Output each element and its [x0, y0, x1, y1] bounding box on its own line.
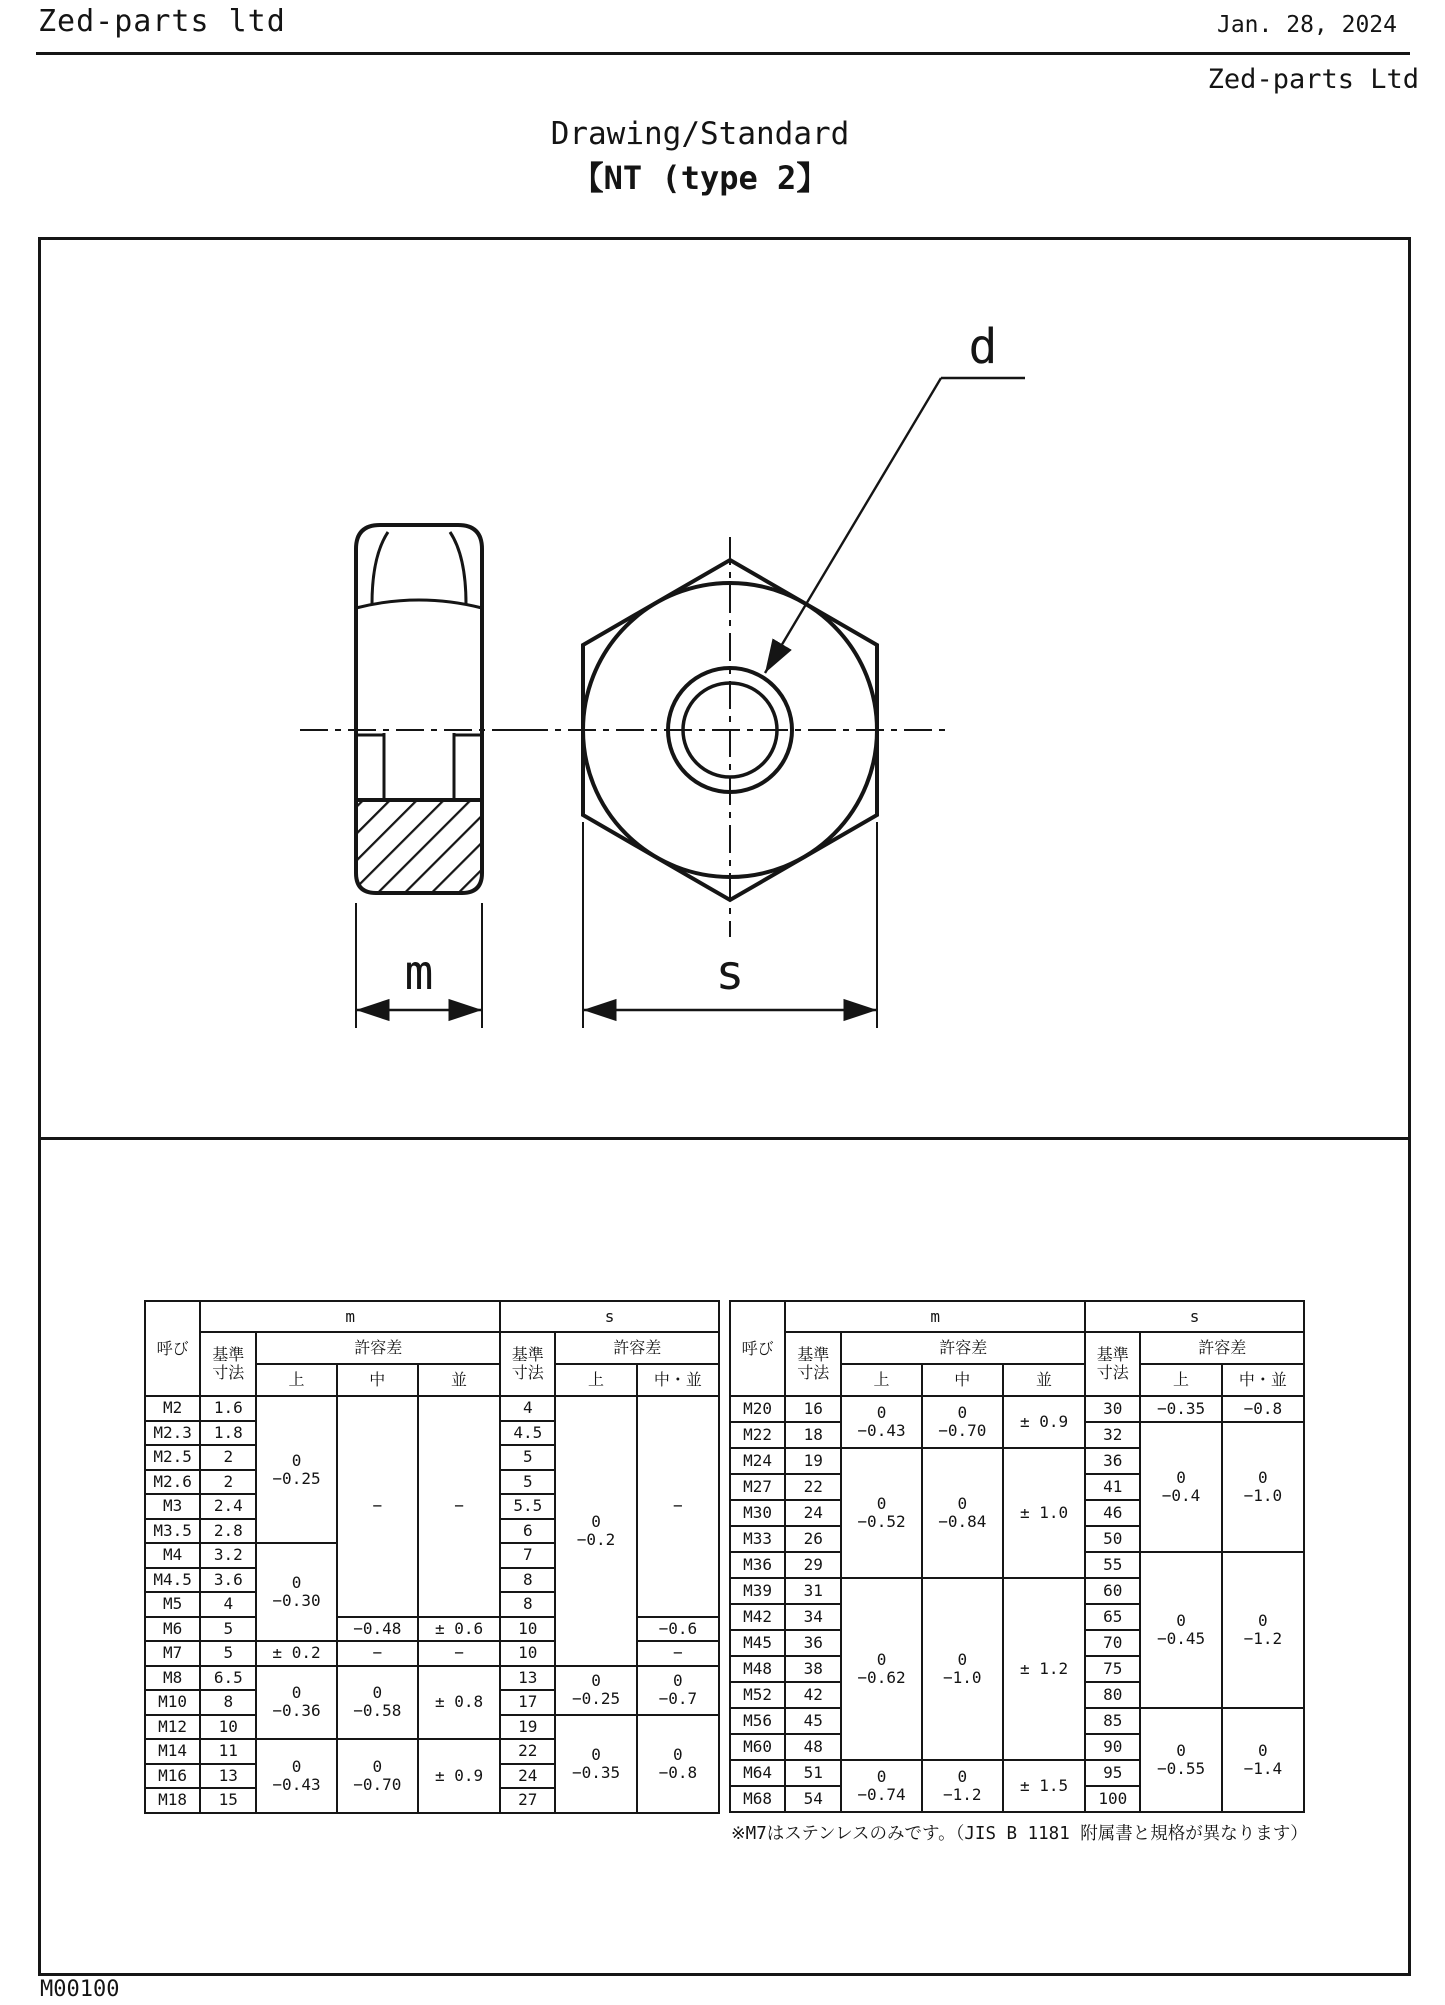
tolerance-cell-s-mid-nami: 0 −1.0 [1222, 1422, 1304, 1552]
tolerance-cell-s-mid-nami: − [637, 1641, 719, 1666]
tolerance-cell-s-upper: −0.35 [1140, 1396, 1221, 1422]
size-name-cell: M45 [730, 1630, 785, 1656]
size-name-cell: M68 [730, 1786, 785, 1812]
size-name-cell: M3 [145, 1494, 200, 1519]
m-base-dim-cell: 5 [200, 1617, 256, 1642]
tolerance-cell-s-upper: 0 −0.2 [555, 1396, 636, 1666]
m-dimension-label: m [404, 945, 434, 1001]
tolerance-cell-s-upper: 0 −0.35 [555, 1715, 636, 1813]
tolerance-cell-m-middle: 0 −1.0 [922, 1578, 1003, 1760]
size-name-cell: M64 [730, 1760, 785, 1786]
col-header-middle: 中 [922, 1364, 1003, 1396]
m-base-dim-cell: 2 [200, 1445, 256, 1470]
m-base-dim-cell: 5 [200, 1641, 256, 1666]
header-row [145, 1332, 719, 1364]
tolerance-cell-s-upper: 0 −0.25 [555, 1666, 636, 1715]
s-base-dim-cell: 41 [1085, 1474, 1140, 1500]
m-base-dim-cell: 11 [200, 1739, 256, 1764]
m-base-dim-cell: 2 [200, 1470, 256, 1495]
col-header-mid-nami: 中・並 [637, 1364, 719, 1396]
col-header-name: 呼び [145, 1301, 200, 1396]
size-name-cell: M6 [145, 1617, 200, 1642]
s-base-dim-cell: 30 [1085, 1396, 1140, 1422]
company-header: Zed-parts ltd [38, 4, 286, 39]
tolerance-cell-s-upper: 0 −0.45 [1140, 1552, 1221, 1708]
m-base-dim-cell: 48 [785, 1734, 841, 1760]
m-base-dim-cell: 31 [785, 1578, 841, 1604]
size-name-cell: M4 [145, 1543, 200, 1568]
m-base-dim-cell: 2.8 [200, 1519, 256, 1544]
size-name-cell: M18 [145, 1788, 200, 1813]
tolerance-cell-s-upper: 0 −0.55 [1140, 1708, 1221, 1812]
col-header-nami: 並 [1003, 1364, 1085, 1396]
col-header-upper: 上 [1140, 1364, 1221, 1396]
nut-side-view [300, 525, 540, 1028]
tolerance-cell-m-middle: 0 −0.84 [922, 1448, 1003, 1578]
size-name-cell: M14 [145, 1739, 200, 1764]
tolerance-cell-m-middle: − [337, 1396, 418, 1617]
s-base-dim-cell: 4.5 [500, 1421, 555, 1446]
size-name-cell: M36 [730, 1552, 785, 1578]
s-base-dim-cell: 17 [500, 1690, 555, 1715]
s-base-dim-cell: 22 [500, 1739, 555, 1764]
size-name-cell: M7 [145, 1641, 200, 1666]
size-name-cell: M4.5 [145, 1568, 200, 1593]
tolerance-cell-m-upper: 0 −0.25 [256, 1396, 336, 1543]
m-base-dim-cell: 42 [785, 1682, 841, 1708]
document-code: M00100 [40, 1977, 120, 2002]
col-header-s-base: 基準 寸法 [1085, 1332, 1140, 1396]
tolerance-cell-m-upper: 0 −0.36 [256, 1666, 336, 1740]
tolerance-cell-s-mid-nami: −0.6 [637, 1617, 719, 1642]
s-base-dim-cell: 75 [1085, 1656, 1140, 1682]
col-header-upper: 上 [256, 1364, 336, 1396]
spec-row-M8 [145, 1666, 719, 1691]
m-base-dim-cell: 6.5 [200, 1666, 256, 1691]
m-base-dim-cell: 54 [785, 1786, 841, 1812]
s-base-dim-cell: 55 [1085, 1552, 1140, 1578]
tolerance-cell-m-nami: ± 1.2 [1003, 1578, 1085, 1760]
m-base-dim-cell: 38 [785, 1656, 841, 1682]
tolerance-cell-s-mid-nami: 0 −0.8 [637, 1715, 719, 1813]
header-row [145, 1301, 719, 1332]
table-footnote: ※M7はステンレスのみです。（JIS B 1181 附属書と規格が異なります） [731, 1824, 1308, 1844]
m-base-dim-cell: 22 [785, 1474, 841, 1500]
m-base-dim-cell: 2.4 [200, 1494, 256, 1519]
company-name-right: Zed-parts Ltd [1207, 64, 1419, 95]
m-base-dim-cell: 10 [200, 1715, 256, 1740]
col-header-m-tolerance: 許容差 [841, 1332, 1085, 1364]
tolerance-cell-s-mid-nami: 0 −0.7 [637, 1666, 719, 1715]
size-name-cell: M42 [730, 1604, 785, 1630]
col-header-m-tolerance: 許容差 [256, 1332, 500, 1364]
d-dimension-label: d [968, 319, 998, 375]
m-base-dim-cell: 36 [785, 1630, 841, 1656]
size-name-cell: M12 [145, 1715, 200, 1740]
col-header-middle: 中 [337, 1364, 418, 1396]
tolerance-cell-m-upper: 0 −0.62 [841, 1578, 921, 1760]
s-base-dim-cell: 6 [500, 1519, 555, 1544]
dimension-table-left [144, 1300, 720, 1814]
s-base-dim-cell: 24 [500, 1764, 555, 1789]
size-name-cell: M27 [730, 1474, 785, 1500]
s-base-dim-cell: 80 [1085, 1682, 1140, 1708]
tolerance-cell-s-mid-nami: 0 −1.2 [1222, 1552, 1304, 1708]
s-base-dim-cell: 10 [500, 1617, 555, 1642]
tolerance-cell-m-upper: 0 −0.74 [841, 1760, 921, 1812]
size-name-cell: M33 [730, 1526, 785, 1552]
tolerance-cell-m-middle: −0.48 [337, 1617, 418, 1642]
tolerance-cell-m-upper: 0 −0.52 [841, 1448, 921, 1578]
s-base-dim-cell: 95 [1085, 1760, 1140, 1786]
col-header-m-base: 基準 寸法 [200, 1332, 256, 1396]
tolerance-cell-m-middle: 0 −0.70 [337, 1739, 418, 1813]
hex-nut-drawing [38, 237, 1408, 1138]
col-header-s: s [1085, 1301, 1304, 1332]
size-name-cell: M24 [730, 1448, 785, 1474]
m-base-dim-cell: 3.2 [200, 1543, 256, 1568]
m-base-dim-cell: 29 [785, 1552, 841, 1578]
m-base-dim-cell: 18 [785, 1422, 841, 1448]
col-header-m: m [785, 1301, 1085, 1332]
size-name-cell: M30 [730, 1500, 785, 1526]
tolerance-cell-m-middle: 0 −0.58 [337, 1666, 418, 1740]
size-name-cell: M39 [730, 1578, 785, 1604]
m-base-dim-cell: 1.6 [200, 1396, 256, 1421]
tolerance-cell-m-nami: ± 1.0 [1003, 1448, 1085, 1578]
s-base-dim-cell: 5.5 [500, 1494, 555, 1519]
chamfer-cone-left [372, 532, 388, 604]
size-name-cell: M20 [730, 1396, 785, 1422]
m-base-dim-cell: 1.8 [200, 1421, 256, 1446]
chamfer-face-line [356, 600, 482, 608]
col-header-s-base: 基準 寸法 [500, 1332, 555, 1396]
tolerance-cell-m-middle: 0 −1.2 [922, 1760, 1003, 1812]
s-base-dim-cell: 27 [500, 1788, 555, 1813]
m-base-dim-cell: 15 [200, 1788, 256, 1813]
tolerance-cell-m-nami: ± 0.9 [418, 1739, 500, 1813]
d-leader-line [765, 378, 941, 673]
s-base-dim-cell: 65 [1085, 1604, 1140, 1630]
col-header-s-tolerance: 許容差 [1140, 1332, 1304, 1364]
m-base-dim-cell: 26 [785, 1526, 841, 1552]
col-header-mid-nami: 中・並 [1222, 1364, 1304, 1396]
document-type-title: Drawing/Standard [550, 116, 850, 152]
s-base-dim-cell: 32 [1085, 1422, 1140, 1448]
s-base-dim-cell: 50 [1085, 1526, 1140, 1552]
s-base-dim-cell: 100 [1085, 1786, 1140, 1812]
size-name-cell: M8 [145, 1666, 200, 1691]
tolerance-cell-m-upper: ± 0.2 [256, 1641, 336, 1666]
col-header-m-base: 基準 寸法 [785, 1332, 841, 1396]
dimension-table-right [729, 1300, 1305, 1813]
s-base-dim-cell: 5 [500, 1470, 555, 1495]
tolerance-cell-m-middle: − [337, 1641, 418, 1666]
tolerance-cell-m-nami: ± 1.5 [1003, 1760, 1085, 1812]
size-name-cell: M5 [145, 1592, 200, 1617]
m-base-dim-cell: 19 [785, 1448, 841, 1474]
size-name-cell: M60 [730, 1734, 785, 1760]
tolerance-cell-s-mid-nami: −0.8 [1222, 1396, 1304, 1422]
size-name-cell: M48 [730, 1656, 785, 1682]
tolerance-cell-m-middle: 0 −0.70 [922, 1396, 1003, 1448]
m-base-dim-cell: 24 [785, 1500, 841, 1526]
tolerance-cell-s-mid-nami: − [637, 1396, 719, 1617]
s-base-dim-cell: 70 [1085, 1630, 1140, 1656]
s-dimension-label: s [715, 945, 745, 1001]
spec-row-M20 [730, 1396, 1304, 1422]
size-name-cell: M52 [730, 1682, 785, 1708]
s-base-dim-cell: 5 [500, 1445, 555, 1470]
tolerance-cell-m-upper: 0 −0.43 [841, 1396, 921, 1448]
chamfer-cone-right [450, 532, 466, 604]
tolerance-cell-s-upper: 0 −0.4 [1140, 1422, 1221, 1552]
m-base-dim-cell: 4 [200, 1592, 256, 1617]
s-base-dim-cell: 46 [1085, 1500, 1140, 1526]
tolerance-cell-m-nami: ± 0.9 [1003, 1396, 1085, 1448]
s-base-dim-cell: 13 [500, 1666, 555, 1691]
m-base-dim-cell: 45 [785, 1708, 841, 1734]
hatched-section [356, 800, 482, 893]
header-row [730, 1301, 1304, 1332]
size-name-cell: M16 [145, 1764, 200, 1789]
size-name-cell: M2.5 [145, 1445, 200, 1470]
size-name-cell: M10 [145, 1690, 200, 1715]
tolerance-cell-m-nami: − [418, 1396, 500, 1617]
size-name-cell: M3.5 [145, 1519, 200, 1544]
s-base-dim-cell: 8 [500, 1568, 555, 1593]
size-name-cell: M2 [145, 1396, 200, 1421]
m-base-dim-cell: 8 [200, 1690, 256, 1715]
s-base-dim-cell: 7 [500, 1543, 555, 1568]
col-header-m: m [200, 1301, 500, 1332]
tolerance-cell-m-nami: ± 0.6 [418, 1617, 500, 1642]
col-header-s: s [500, 1301, 719, 1332]
m-base-dim-cell: 13 [200, 1764, 256, 1789]
size-name-cell: M2.3 [145, 1421, 200, 1446]
s-base-dim-cell: 60 [1085, 1578, 1140, 1604]
size-name-cell: M2.6 [145, 1470, 200, 1495]
s-base-dim-cell: 19 [500, 1715, 555, 1740]
s-base-dim-cell: 10 [500, 1641, 555, 1666]
tolerance-cell-m-upper: 0 −0.43 [256, 1739, 336, 1813]
tolerance-cell-m-nami: ± 0.8 [418, 1666, 500, 1740]
nut-front-view [520, 319, 1025, 1028]
col-header-s-tolerance: 許容差 [555, 1332, 719, 1364]
s-base-dim-cell: 90 [1085, 1734, 1140, 1760]
s-base-dim-cell: 4 [500, 1396, 555, 1421]
s-base-dim-cell: 8 [500, 1592, 555, 1617]
col-header-upper: 上 [841, 1364, 921, 1396]
header-row [730, 1332, 1304, 1364]
spec-row-M2 [145, 1396, 719, 1421]
m-base-dim-cell: 3.6 [200, 1568, 256, 1593]
s-base-dim-cell: 85 [1085, 1708, 1140, 1734]
tolerance-cell-m-upper: 0 −0.30 [256, 1543, 336, 1641]
size-name-cell: M22 [730, 1422, 785, 1448]
document-date: Jan. 28, 2024 [1216, 12, 1397, 38]
s-base-dim-cell: 36 [1085, 1448, 1140, 1474]
col-header-name: 呼び [730, 1301, 785, 1396]
tolerance-cell-s-mid-nami: 0 −1.4 [1222, 1708, 1304, 1812]
size-name-cell: M56 [730, 1708, 785, 1734]
tolerance-cell-m-nami: − [418, 1641, 500, 1666]
page-title: 【NT (type 2】 [571, 159, 829, 197]
col-header-upper: 上 [555, 1364, 636, 1396]
m-base-dim-cell: 16 [785, 1396, 841, 1422]
header-rule [36, 52, 1410, 55]
col-header-nami: 並 [418, 1364, 500, 1396]
m-base-dim-cell: 34 [785, 1604, 841, 1630]
m-base-dim-cell: 51 [785, 1760, 841, 1786]
